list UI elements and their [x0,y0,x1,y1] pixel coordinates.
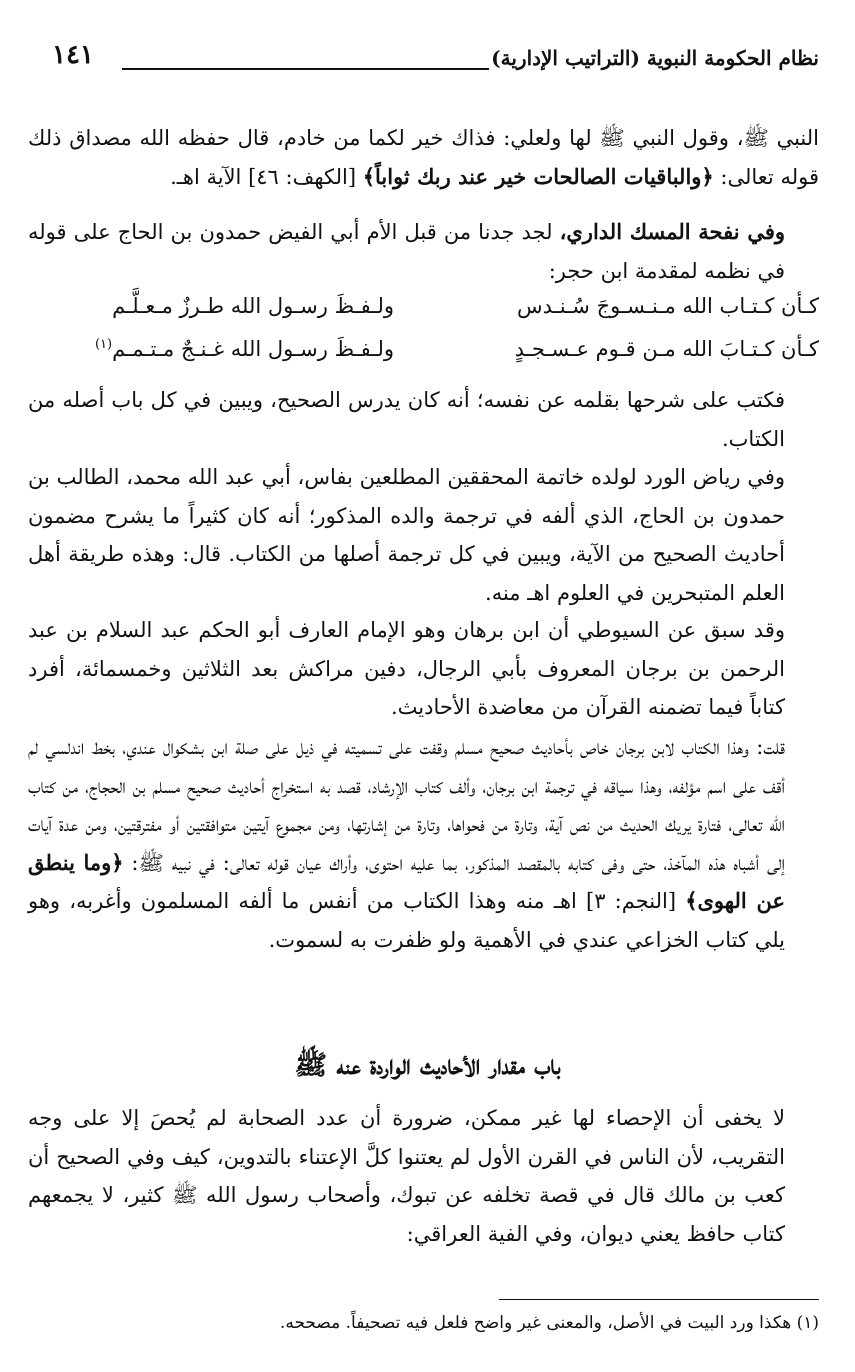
paragraph-2 [28,213,819,290]
paragraph-text: [النجم: ٣] اهـ منه وهذا الكتاب من أنفس ما ألفه المسلمون وأغربه، وهو يلي كتاب الخزاعي عندي في الأهمية ولو ظفرت به لسموت. [28,889,785,952]
poem-verse-1 [28,294,819,334]
paragraph-text: قلت: وهذا الكتاب لابن برجان خاص بأحاديث صحيح مسلم وقفت على تسميته في ذيل على صلة ابن بشكوال عندي، بخط اندلسي لم أقف على اسم مؤلفه، وهذا سياقه في ترجمة ابن برجان، وألف كتاب الإرشاد، قصد به استخراج أحاديث صحيح مسلم بن الحجاج، من كتاب الله تعالى، فتارة يريك الحديث من نص آية، وتارة من فحواها، وتارة من إشارتها، ومن مجموع آيتين متوافقتين أو مفترقتين، ومن عدة آيات إلى أشباه هذه المآخذ، حتى وفى كتابه بالمقصد المذكور، بما عليه احتوى، وأراك عيان قوله تعالى: في نبيه ﷺ: [28,735,786,875]
quran-verse: ﴿وما ينطق عن الهوى﴾ [28,849,785,913]
page-number: ١٤١ [52,40,94,70]
footnote-marker: (١) [94,337,113,352]
hemistich-first: كـأن كـتـابَ الله مـن قـوم عـسـجـدٍ [514,337,819,361]
poem-verse-2 [28,337,819,377]
running-header [52,40,819,84]
chapter-heading: باب مقدار الأحاديث الواردة عنه ﷺ [294,1050,561,1081]
hemistich-first: كـأن كـتـاب الله مـنـسـوجَ سُـنـدس [517,294,819,318]
paragraph-1 [28,119,819,196]
footnote: (١) هكذا ورد البيت في الأصل، والمعنى غير واضح فلعل فيه تصحيفاً. مصححه. [279,1313,819,1333]
quran-verse: ﴿والباقيات الصالحات خير عند ربك ثواباً﴾ [362,163,714,189]
paragraph-3: فكتب على شرحها بقلمه عن نفسه؛ أنه كان يدرس الصحيح، ويبين في كل باب أصله من الكتاب. [28,388,785,451]
hemistich-second: ولـفـظَ رسـول الله طـرزٌ مـعـلَّـم [112,294,394,318]
footnote-rule [499,1299,819,1300]
running-title: نظام الحكومة النبوية (التراتيب الإدارية) [491,46,819,70]
paragraph-7: لا يخفى أن الإحصاء لها غير ممكن، ضرورة أن عدد الصحابة لم يُحصَ إلا على وجه التقريب، لأن الناس في القرن الأول لم يعتنوا كلَّ الإعتناء بالتدوين، كيف وفي الصحيح أن كعب بن مالك قال في قصة تخلفه عن تبوك، وأصحاب رسول الله ﷺ كثير، لا يجمعهم كتاب حافظ يعني ديوان، وفي الفية العراقي: [28,1106,786,1246]
paragraph-6 [28,728,819,959]
paragraph-text: [الكهف: ٤٦] الآية اهـ. [170,164,363,189]
hemistich-text: ولـفـظَ رسـول الله غـنـجٌ مـتـمـم [112,337,394,361]
header-rule [122,68,489,70]
paragraph-text: النبي ﷺ، وقول النبي ﷺ لها ولعلي: فذاك خير لكما من خادم، قال حفظه الله مصداق ذلك قوله تعالى: [28,126,819,189]
hemistich-second [95,337,394,361]
paragraph-5: وقد سبق عن السيوطي أن ابن برهان وهو الإمام العارف أبو الحكم عبد السلام بن عبد الرحمن بن برجان المعروف بأبي الرجال، دفين مراكش بعد الثلاثين وخمسمائة، أفرد كتاباً فيما تضمنه القرآن من معاضدة الأحاديث. [28,618,785,719]
paragraph-text: لجد جدنا من قبل الأم أبي الفيض حمدون بن الحاج على قوله في نظمه لمقدمة ابن حجر: [28,220,785,283]
book-title: وفي نفحة المسك الداري، [559,219,785,244]
paragraph-4: وفي رياض الورد لولده خاتمة المحققين المطلعين بفاس، أبي عبد الله محمد، الطالب بن حمدون بن الحاج، الذي ألفه في ترجمة والده المذكور؛ أنه كان كثيراً ما يشرح مضمون أحاديث الصحيح من الآية، ويبين في كل ترجمة أصلها من الكتاب. قال: وهذه طريقة أهل العلم المتبحرين في العلوم اهـ منه. [28,465,785,605]
